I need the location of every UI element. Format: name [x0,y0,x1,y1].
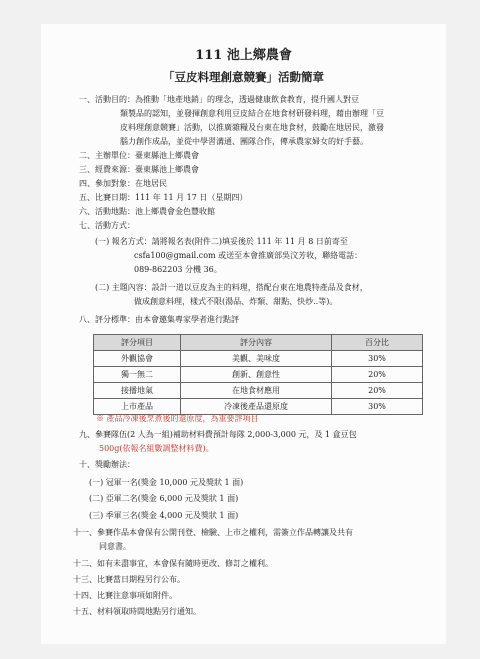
award-first: (一) 冠軍一名(獎金 10,000 元及獎狀 1 面) [89,478,244,487]
header-item: 評分項目 [94,335,181,351]
section-materials: 十五、材料領取時間地點另行通知。 [73,607,201,616]
scoring-note: ※ 產品冷凍後烹煮後的還原度，為重要評項目 [96,414,259,423]
award-third: (三) 季軍三名(獎金 4,000 元及獎狀 1 面) [89,511,239,520]
table-row [94,351,423,367]
section-notes: 十四、比賽注意事項如附件。 [73,591,177,600]
row-item: 獨一無二 [94,367,181,383]
row-percent: 30% [332,351,423,367]
row-content: 創新、創意性 [181,367,332,383]
award-second: (二) 亞軍二名(獎金 6,000 元及獎狀 1 面) [89,494,239,503]
row-content: 冷凍後產品還原度 [181,399,332,415]
scoring-table [93,334,423,415]
header-percent: 百分比 [332,335,423,351]
section-amendments: 十二、如有未盡事宜，本會保有隨時更改、修訂之權利。 [73,559,273,568]
row-content: 在地食材應用 [181,383,332,399]
section-rights-line-2: 同意書。 [99,542,131,551]
registration-line-1: (一) 報名方式：請將報名表(附件二)填妥後於 111 年 11 月 8 日前寄至 [95,237,348,246]
row-percent: 20% [332,367,423,383]
registration-line-2: csfa100@gmail.com 或送至本會推廣部吳汶芳收，聯絡電話： [134,251,363,260]
row-percent: 20% [332,383,423,399]
section-purpose-line-1: 一、活動目的：為推動「地產地銷」的理念，透過健康飲食教育，提升國人對豆 [79,95,359,104]
section-organizer: 二、主辦單位：臺東縣池上鄉農會 [79,151,199,160]
row-percent: 30% [332,399,423,415]
theme-line-2: 做成創意料理，樣式不限(湯品、炸類、甜點、快炒..等)。 [134,297,338,306]
row-item: 上市產品 [94,399,181,415]
table-row [94,367,423,383]
row-content: 美觀、美味度 [181,351,332,367]
section-funding: 三、經費來源：臺東縣池上鄉農會 [79,165,199,174]
section-team-subsidy-line-2: 500g(依報名組數調整材料費)。 [99,444,214,453]
registration-line-3: 089-862203 分機 36。 [134,265,222,274]
document-subtitle: 「豆皮料理創意競賽」活動簡章 [163,70,324,84]
section-date: 五、比賽日期：111 年 11 月 17 日（星期四） [79,193,248,202]
section-purpose-line-3: 皮料理創意競賽」活動，以推廣雜糧及台東在地食材，鼓勵在地居民，激發 [120,123,384,132]
row-item: 外觀協會 [94,351,181,367]
document-title: 111 池上鄉農會 [195,48,292,63]
section-scoring: 八、評分標準：由本會邀集專家學者進行點評 [79,315,239,324]
section-venue: 六、活動地點：池上鄉農會金色豐收館 [79,207,215,216]
header-content: 評分內容 [181,335,332,351]
section-method: 七、活動方式： [79,221,135,230]
section-team-subsidy-line-1: 九、參賽隊伍(2 人為一組)補助材料費預計每隊 2,000-3,000 元，及 1 盒豆包 [79,430,357,439]
scoring-table-header [94,335,423,351]
theme-line-1: (二) 主題內容：設計一道以豆皮為主的料理，搭配台東在地農特產品及食材， [95,283,368,292]
document-page [41,24,446,644]
section-schedule: 十三、比賽當日期程另行公布。 [73,575,185,584]
row-item: 接播地氣 [94,383,181,399]
section-awards: 十、獎勵辦法： [79,460,135,469]
section-purpose-line-4: 腦力創作成品，並從中學習溝通、團隊合作，傳承農家婦女的好手藝。 [120,137,368,146]
section-purpose-line-2: 類製品的認知，並發揮創意利用豆皮結合在地食材研發料理，藉由辦理「豆 [120,109,384,118]
section-rights-line-1: 十一、參賽作品本會保有公開刊登、檢驗、上市之權利，需簽立作品轉讓及共有 [73,528,353,537]
table-row [94,383,423,399]
section-participants: 四、參加對象：在地居民 [79,179,167,188]
